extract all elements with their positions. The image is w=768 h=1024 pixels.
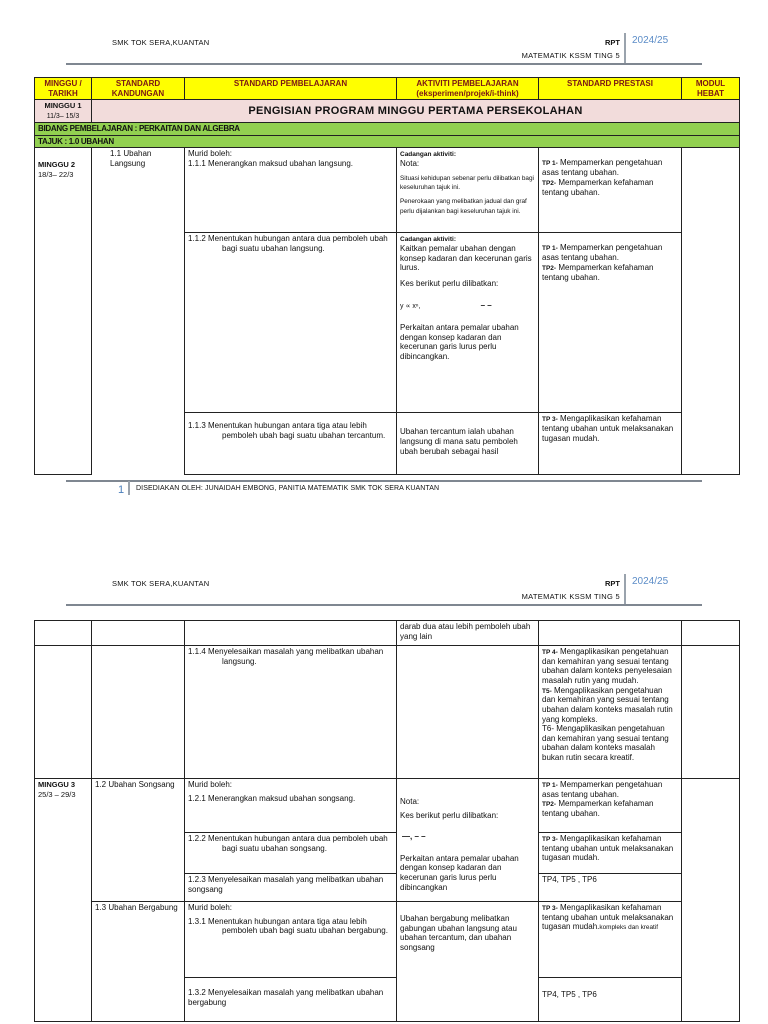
bidang-label: BIDANG PEMBELAJARAN : PERKAITAN DAN ALGEBRA <box>35 123 740 136</box>
empty-cell <box>92 646 185 779</box>
sp-1-3-1: 1.3.1 Menentukan hubungan antara tiga atau lebih pemboleh ubah bagi suatu ubahan bergabung. <box>188 916 388 936</box>
tp2-code: TP2- <box>542 179 557 187</box>
sk-1-1: 1.1 Ubahan Langsung <box>92 148 185 475</box>
tp1-code: TP 1- <box>542 782 558 789</box>
empty-cell <box>35 646 92 779</box>
prestasi-3-cell <box>539 413 682 475</box>
empty-cell <box>682 621 740 646</box>
activity-3-cell <box>397 413 539 475</box>
activity-2-formula: y ∝ xⁿ, <box>400 302 421 310</box>
minggu3-cell <box>35 779 92 1022</box>
tp1-text: Mempamerkan pengetahuan asas tentang ubahan. <box>542 780 663 799</box>
bidang-row <box>35 123 740 136</box>
col-modul: MODUL HEBAT <box>682 78 740 100</box>
minggu2-label: MINGGU 2 <box>38 160 76 170</box>
col-sp: STANDARD PEMBELAJARAN <box>185 78 397 100</box>
col-prestasi: STANDARD PRESTASI <box>539 78 682 100</box>
activity-2-para-3: Perkaitan antara pemalar ubahan dengan konsep kadaran dan kecerunan garis lurus perlu dibincangkan. <box>400 322 519 361</box>
activity-3-cont-cell <box>397 621 539 646</box>
page-number: 1 <box>118 484 125 496</box>
sp-1-1-1-cell <box>185 148 397 233</box>
prestasi-8-cell <box>539 902 682 978</box>
sp-1-1-4: 1.1.4 Menyelesaikan masalah yang melibatkan ubahan langsung. <box>188 647 384 666</box>
tajuk-label: TAJUK : 1.0 UBAHAN <box>35 135 740 148</box>
minggu1-label: MINGGU 1 <box>44 101 82 111</box>
minggu1-date: 11/3– 15/3 <box>46 112 80 120</box>
tp5-text: Mengaplikasikan pengetahuan dan kemahiran yang sesuai tentang ubahan dalam konteks masalah rutin yang kompleks. <box>542 685 673 724</box>
activity-2-heading: Cadangan aktiviti: <box>400 236 456 244</box>
tp2-code: TP2- <box>542 264 557 272</box>
table-header-row <box>35 78 740 100</box>
col-aktiviti-line2: (eksperimen/projek/i-think) <box>416 88 519 98</box>
sp-1-1-2-cell <box>185 233 397 413</box>
activity-1-para-1: Situasi kehidupan sebenar perlu dilibatkan bagi keseluruhan tajuk ini. <box>400 174 534 192</box>
activity-4-cell <box>397 779 539 902</box>
tp6-text: Mengaplikasikan pengetahuan dan kemahiran yang sesuai tentang ubahan dalam konteks masalah bukan rutin secara kreatif. <box>542 724 669 762</box>
tp1-code: TP 1- <box>542 245 558 253</box>
activity-5-cell <box>397 902 539 1022</box>
minggu2-cell <box>35 148 92 475</box>
header-rule <box>66 604 702 606</box>
activity-1-nota: Nota: <box>400 159 420 169</box>
activity-2-marks: – – <box>480 300 492 310</box>
empty-cell <box>185 621 397 646</box>
footer-credit: DISEDIAKAN OLEH: JUNAIDAH EMBONG, PANITIA MATEMATIK SMK TOK SERA KUANTAN <box>136 485 440 492</box>
sp-1-2-3-cell <box>185 874 397 902</box>
header-divider <box>624 33 626 63</box>
tp2-text: Mempamerkan kefahaman tentang ubahan. <box>542 262 654 282</box>
minggu3-date: 25/3 – 29/3 <box>38 789 76 799</box>
sk-1-3: 1.3 Ubahan Bergabung <box>92 902 185 1022</box>
col-sk: STANDARD KANDUNGAN <box>92 78 185 100</box>
activity-3-para-1: Ubahan tercantum ialah ubahan langsung di mana satu pemboleh ubah berubah sebagai hasil <box>400 427 518 456</box>
table-row <box>35 779 740 833</box>
minggu1-cell <box>35 100 92 123</box>
sp-1-3-1-cell <box>185 902 397 978</box>
rpt-table-page-1 <box>34 77 740 475</box>
activity-4-para-1: Kes berikut perlu dilibatkan: <box>400 810 499 820</box>
activity-2-para-1: Kaitkan pemalar ubahan dengan konsep kadaran dan kecerunan garis lurus. <box>400 244 532 273</box>
table-row <box>35 902 740 978</box>
prestasi-5-cell <box>539 779 682 833</box>
year-label: 2024/25 <box>632 576 669 587</box>
tp5-code: T5- <box>542 687 552 695</box>
sp-1-3-2: 1.3.2 Menyelesaikan masalah yang melibatkan ubahan bergabung <box>188 988 384 1007</box>
sp-1-2-2: 1.2.2 Menentukan hubungan antara dua pemboleh ubah bagi suatu ubahan songsang. <box>188 834 388 853</box>
prestasi-2-cell <box>539 233 682 413</box>
minggu1-text: PENGISIAN PROGRAM MINGGU PERTAMA PERSEKOLAHAN <box>92 100 740 123</box>
tp1-text: Mempamerkan pengetahuan asas tentang ubahan. <box>542 158 663 178</box>
activity-1-cell <box>397 148 539 233</box>
modul-cell <box>682 779 740 1022</box>
tp3-note: kompleks dan kreatif <box>599 924 658 932</box>
tp3-code: TP 3- <box>542 905 558 912</box>
activity-3-continuation: darab dua atau lebih pemboleh ubah yang lain <box>400 622 531 641</box>
page-2 <box>0 552 768 1024</box>
school-name: SMK TOK SERA,KUANTAN <box>112 579 210 588</box>
header-rule <box>66 63 702 65</box>
prestasi-7-cell: TP4, TP5 , TP6 <box>539 874 682 902</box>
empty-cell <box>682 646 740 779</box>
footer-divider <box>128 481 130 495</box>
activity-4-marks: —, – – <box>402 832 426 842</box>
modul-cell <box>682 148 740 475</box>
activity-4-para-2: Perkaitan antara pemalar ubahan dengan konsep kadaran dan kecerunan garis lurus perlu dibincangkan <box>400 853 519 892</box>
tp2-text: Mempamerkan kefahaman tentang ubahan. <box>542 799 654 819</box>
rpt-table-page-2 <box>34 620 740 1022</box>
tp1-code: TP 1- <box>542 160 558 168</box>
activity-5-para-1: Ubahan bergabung melibatkan gabungan ubahan langsung atau ubahan tercantum, dan ubahan songsang <box>400 914 517 952</box>
murid-boleh: Murid boleh: <box>188 780 233 789</box>
school-name: SMK TOK SERA,KUANTAN <box>112 38 210 47</box>
table-row <box>35 646 740 779</box>
col-aktiviti <box>397 78 539 100</box>
sp-1-1-2: 1.1.2 Menentukan hubungan antara dua pemboleh ubah bagi suatu ubahan langsung. <box>188 234 388 253</box>
prestasi-6-cell <box>539 833 682 874</box>
sp-1-1-1: 1.1.1 Menerangkan maksud ubahan langsung. <box>188 158 354 168</box>
table-row <box>35 148 740 233</box>
tp1-text: Mempamerkan pengetahuan asas tentang ubahan. <box>542 243 663 263</box>
sp-1-2-2-cell <box>185 833 397 874</box>
prestasi-1-cell <box>539 148 682 233</box>
tp6-code: T6- <box>542 724 554 734</box>
col-minggu: MINGGU / TARIKH <box>35 78 92 100</box>
header-divider <box>624 574 626 604</box>
tp4-text: Mengaplikasikan pengetahuan dan kemahiran yang sesuai tentang ubahan dalam konteks penyelesaian masalah rutin yang mudah. <box>542 647 672 685</box>
subject-label: MATEMATIK KSSM TING 5 <box>521 51 620 60</box>
sp-1-3-2-cell <box>185 978 397 1022</box>
minggu2-date: 18/3– 22/3 <box>38 169 74 179</box>
sp-1-1-4-cell <box>185 646 397 779</box>
sk-1-2: 1.2 Ubahan Songsang <box>92 779 185 902</box>
tp4-code: TP 4- <box>542 649 558 656</box>
tp2-text: Mempamerkan kefahaman tentang ubahan. <box>542 177 654 197</box>
sp-1-1-3: 1.1.3 Menentukan hubungan antara tiga atau lebih pemboleh ubah bagi suatu ubahan tercantum. <box>188 421 386 440</box>
murid-boleh: Murid boleh: <box>188 903 233 912</box>
activity-4-nota: Nota: <box>400 797 420 806</box>
sp-1-1-3-cell <box>185 413 397 475</box>
empty-cell <box>92 621 185 646</box>
tp3-code: TP 3- <box>542 416 558 424</box>
activity-1-heading: Cadangan aktiviti: <box>400 151 456 159</box>
footer-rule <box>66 480 702 482</box>
year-label: 2024/25 <box>632 35 669 46</box>
empty-cell <box>539 621 682 646</box>
activity-2-cell <box>397 233 539 413</box>
table-row <box>35 621 740 646</box>
col-aktiviti-line1: AKTIVITI PEMBELAJARAN <box>416 79 519 88</box>
tp3-code: TP 3- <box>542 836 558 843</box>
tp3-text: Mengaplikasikan kefahaman tentang ubahan untuk melaksanakan tugasan mudah. <box>542 414 674 443</box>
activity-2-para-2: Kes berikut perlu dilibatkan: <box>400 278 499 288</box>
prestasi-9-cell: TP4, TP5 , TP6 <box>539 978 682 1022</box>
rpt-label: RPT <box>605 579 620 588</box>
prestasi-4-cell <box>539 646 682 779</box>
sp-1-2-3: 1.2.3 Menyelesaikan masalah yang melibatkan ubahan songsang <box>188 875 384 894</box>
empty-cell <box>397 646 539 779</box>
minggu3-label: MINGGU 3 <box>38 780 76 789</box>
tp2-code: TP2- <box>542 801 557 809</box>
activity-1-para-2: Penerokaan yang melibatkan jadual dan graf perlu dijalankan bagi keseluruhan tajuk ini. <box>400 198 527 215</box>
tp3-text: Mengaplikasikan kefahaman tentang ubahan untuk melaksanakan tugasan mudah. <box>542 834 674 863</box>
rpt-label: RPT <box>605 38 620 47</box>
sp-1-2-1-cell <box>185 779 397 833</box>
tp3-text: Mengaplikasikan kefahaman tentang ubahan untuk melaksanakan tugasan mudah. <box>542 903 674 932</box>
empty-cell <box>35 621 92 646</box>
tajuk-row <box>35 135 740 148</box>
murid-boleh: Murid boleh: <box>188 149 233 159</box>
sp-1-2-1: 1.2.1 Menerangkan maksud ubahan songsang. <box>188 793 356 803</box>
subject-label: MATEMATIK KSSM TING 5 <box>521 592 620 601</box>
minggu1-row <box>35 100 740 123</box>
